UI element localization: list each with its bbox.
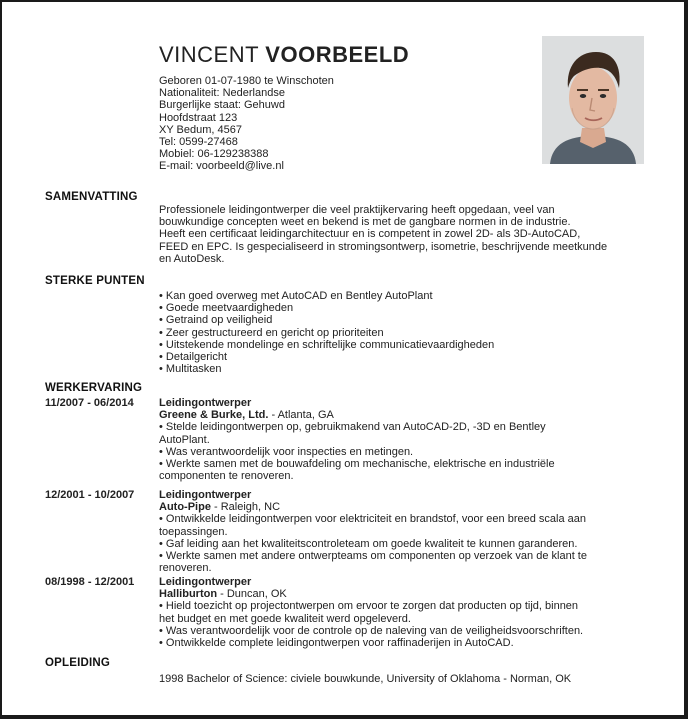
portrait-icon bbox=[542, 36, 644, 164]
list-item: • Goede meetvaardigheden bbox=[159, 302, 294, 315]
list-item: • Kan goed overweg met AutoCAD en Bentley AutoPlant bbox=[159, 290, 433, 302]
job-line: AutoPlant. bbox=[159, 433, 210, 446]
company-name: Auto-Pipe bbox=[159, 501, 211, 514]
job-entry bbox=[159, 489, 649, 574]
phone: Tel: 0599-27468 bbox=[159, 135, 238, 148]
summary-line: bouwkundige concepten weet en bekend is met de gangbare normen in de industrie. bbox=[159, 216, 571, 229]
job-dates: 11/2007 - 06/2014 bbox=[45, 397, 134, 409]
job-line: • Stelde leidingontwerpen op, gebruikmakend van AutoCAD-2D, -3D en Bentley bbox=[159, 421, 546, 434]
job-dates: 08/1998 - 12/2001 bbox=[45, 576, 135, 588]
postal-city: XY Bedum, 4567 bbox=[159, 123, 242, 136]
summary-line: FEED en EPC. Is gespecialiseerd in stromingsontwerp, isometrie, beschrijvende meetkunde bbox=[159, 240, 608, 253]
marital-status: Burgerlijke staat: Gehuwd bbox=[159, 99, 285, 112]
job-employer bbox=[159, 409, 649, 421]
job-entry bbox=[159, 397, 649, 482]
section-title-summary: SAMENVATTING bbox=[45, 191, 138, 203]
list-item: • Uitstekende mondelinge en schriftelijke communicatievaardigheden bbox=[159, 338, 495, 351]
nationality: Nationaliteit: Nederlandse bbox=[159, 87, 285, 100]
section-title-education: OPLEIDING bbox=[45, 657, 111, 669]
first-name: VINCENT bbox=[159, 42, 259, 67]
list-item: • Zeer gestructureerd en gericht op prioriteiten bbox=[159, 326, 384, 339]
summary-line: Professionele leidingontwerper die veel praktijkervaring heeft opgedaan, veel van bbox=[159, 204, 555, 216]
mobile: Mobiel: 06-129238388 bbox=[159, 148, 269, 161]
education-line: 1998 Bachelor of Science: civiele bouwkunde, University of Oklahoma - Norman, OK bbox=[159, 673, 572, 685]
job-line: • Ontwikkelde leidingontwerpen voor elektriciteit en brandstof, voor een breed scala aan bbox=[159, 513, 586, 526]
job-title: Leidingontwerper bbox=[159, 489, 252, 501]
company-name: Halliburton bbox=[159, 588, 218, 601]
strengths-list bbox=[159, 290, 649, 375]
job-line: componenten te renoveren. bbox=[159, 470, 294, 483]
job-dates: 12/2001 - 10/2007 bbox=[45, 489, 135, 501]
job-line: • Ontwikkelde complete leidingontwerpen voor raffinaderijen in AutoCAD. bbox=[159, 636, 514, 649]
company-location: - Raleigh, NC bbox=[210, 501, 281, 514]
list-item: • Multitasken bbox=[159, 363, 222, 376]
job-title: Leidingontwerper bbox=[159, 576, 252, 588]
job-employer bbox=[159, 501, 649, 513]
job-line: • Hield toezicht op projectontwerpen om ervoor te zorgen dat producten op tijd, binnen bbox=[159, 600, 579, 613]
job-line: • Was verantwoordelijk voor de controle op de naleving van de veiligheidsvoorschriften. bbox=[159, 624, 584, 637]
birth-info: Geboren 01-07-1980 te Winschoten bbox=[159, 75, 334, 87]
job-line: • Was verantwoordelijk voor inspecties en metingen. bbox=[159, 445, 414, 458]
company-location: - Atlanta, GA bbox=[268, 409, 334, 422]
job-line: renoveren. bbox=[159, 562, 212, 575]
education-text bbox=[159, 673, 649, 685]
company-location: - Duncan, OK bbox=[217, 588, 287, 601]
summary-line: en AutoDesk. bbox=[159, 252, 225, 265]
company-name: Greene & Burke, Ltd. bbox=[159, 409, 269, 422]
job-entry bbox=[159, 576, 649, 649]
section-title-strengths: STERKE PUNTEN bbox=[45, 275, 145, 287]
job-line: het budget en met goede kwaliteit werd opgeleverd. bbox=[159, 612, 411, 625]
candidate-name bbox=[159, 42, 409, 68]
contact-details bbox=[159, 75, 519, 173]
email: E-mail: voorbeeld@live.nl bbox=[159, 160, 284, 173]
section-title-experience: WERKERVARING bbox=[45, 382, 143, 394]
job-employer bbox=[159, 588, 649, 600]
street-address: Hoofdstraat 123 bbox=[159, 111, 238, 124]
job-title: Leidingontwerper bbox=[159, 397, 252, 409]
job-line: • Werkte samen met andere ontwerpteams om componenten op verzoek van de klant te bbox=[159, 549, 587, 562]
summary-text bbox=[159, 204, 649, 265]
portrait-photo bbox=[542, 36, 644, 164]
job-line: • Werkte samen met de bouwafdeling om mechanische, elektrische en industriële bbox=[159, 457, 555, 470]
list-item: • Getraind op veiligheid bbox=[159, 314, 273, 327]
last-name: VOORBEELD bbox=[265, 42, 410, 67]
job-line: • Gaf leiding aan het kwaliteitscontroleteam om goede kwaliteit te kunnen garanderen. bbox=[159, 537, 578, 550]
summary-line: Heeft een certificaat leidingarchitectuur en is competent in zowel 2D- als 3D-AutoCAD, bbox=[159, 228, 581, 241]
list-item: • Detailgericht bbox=[159, 350, 228, 363]
job-line: toepassingen. bbox=[159, 525, 228, 538]
